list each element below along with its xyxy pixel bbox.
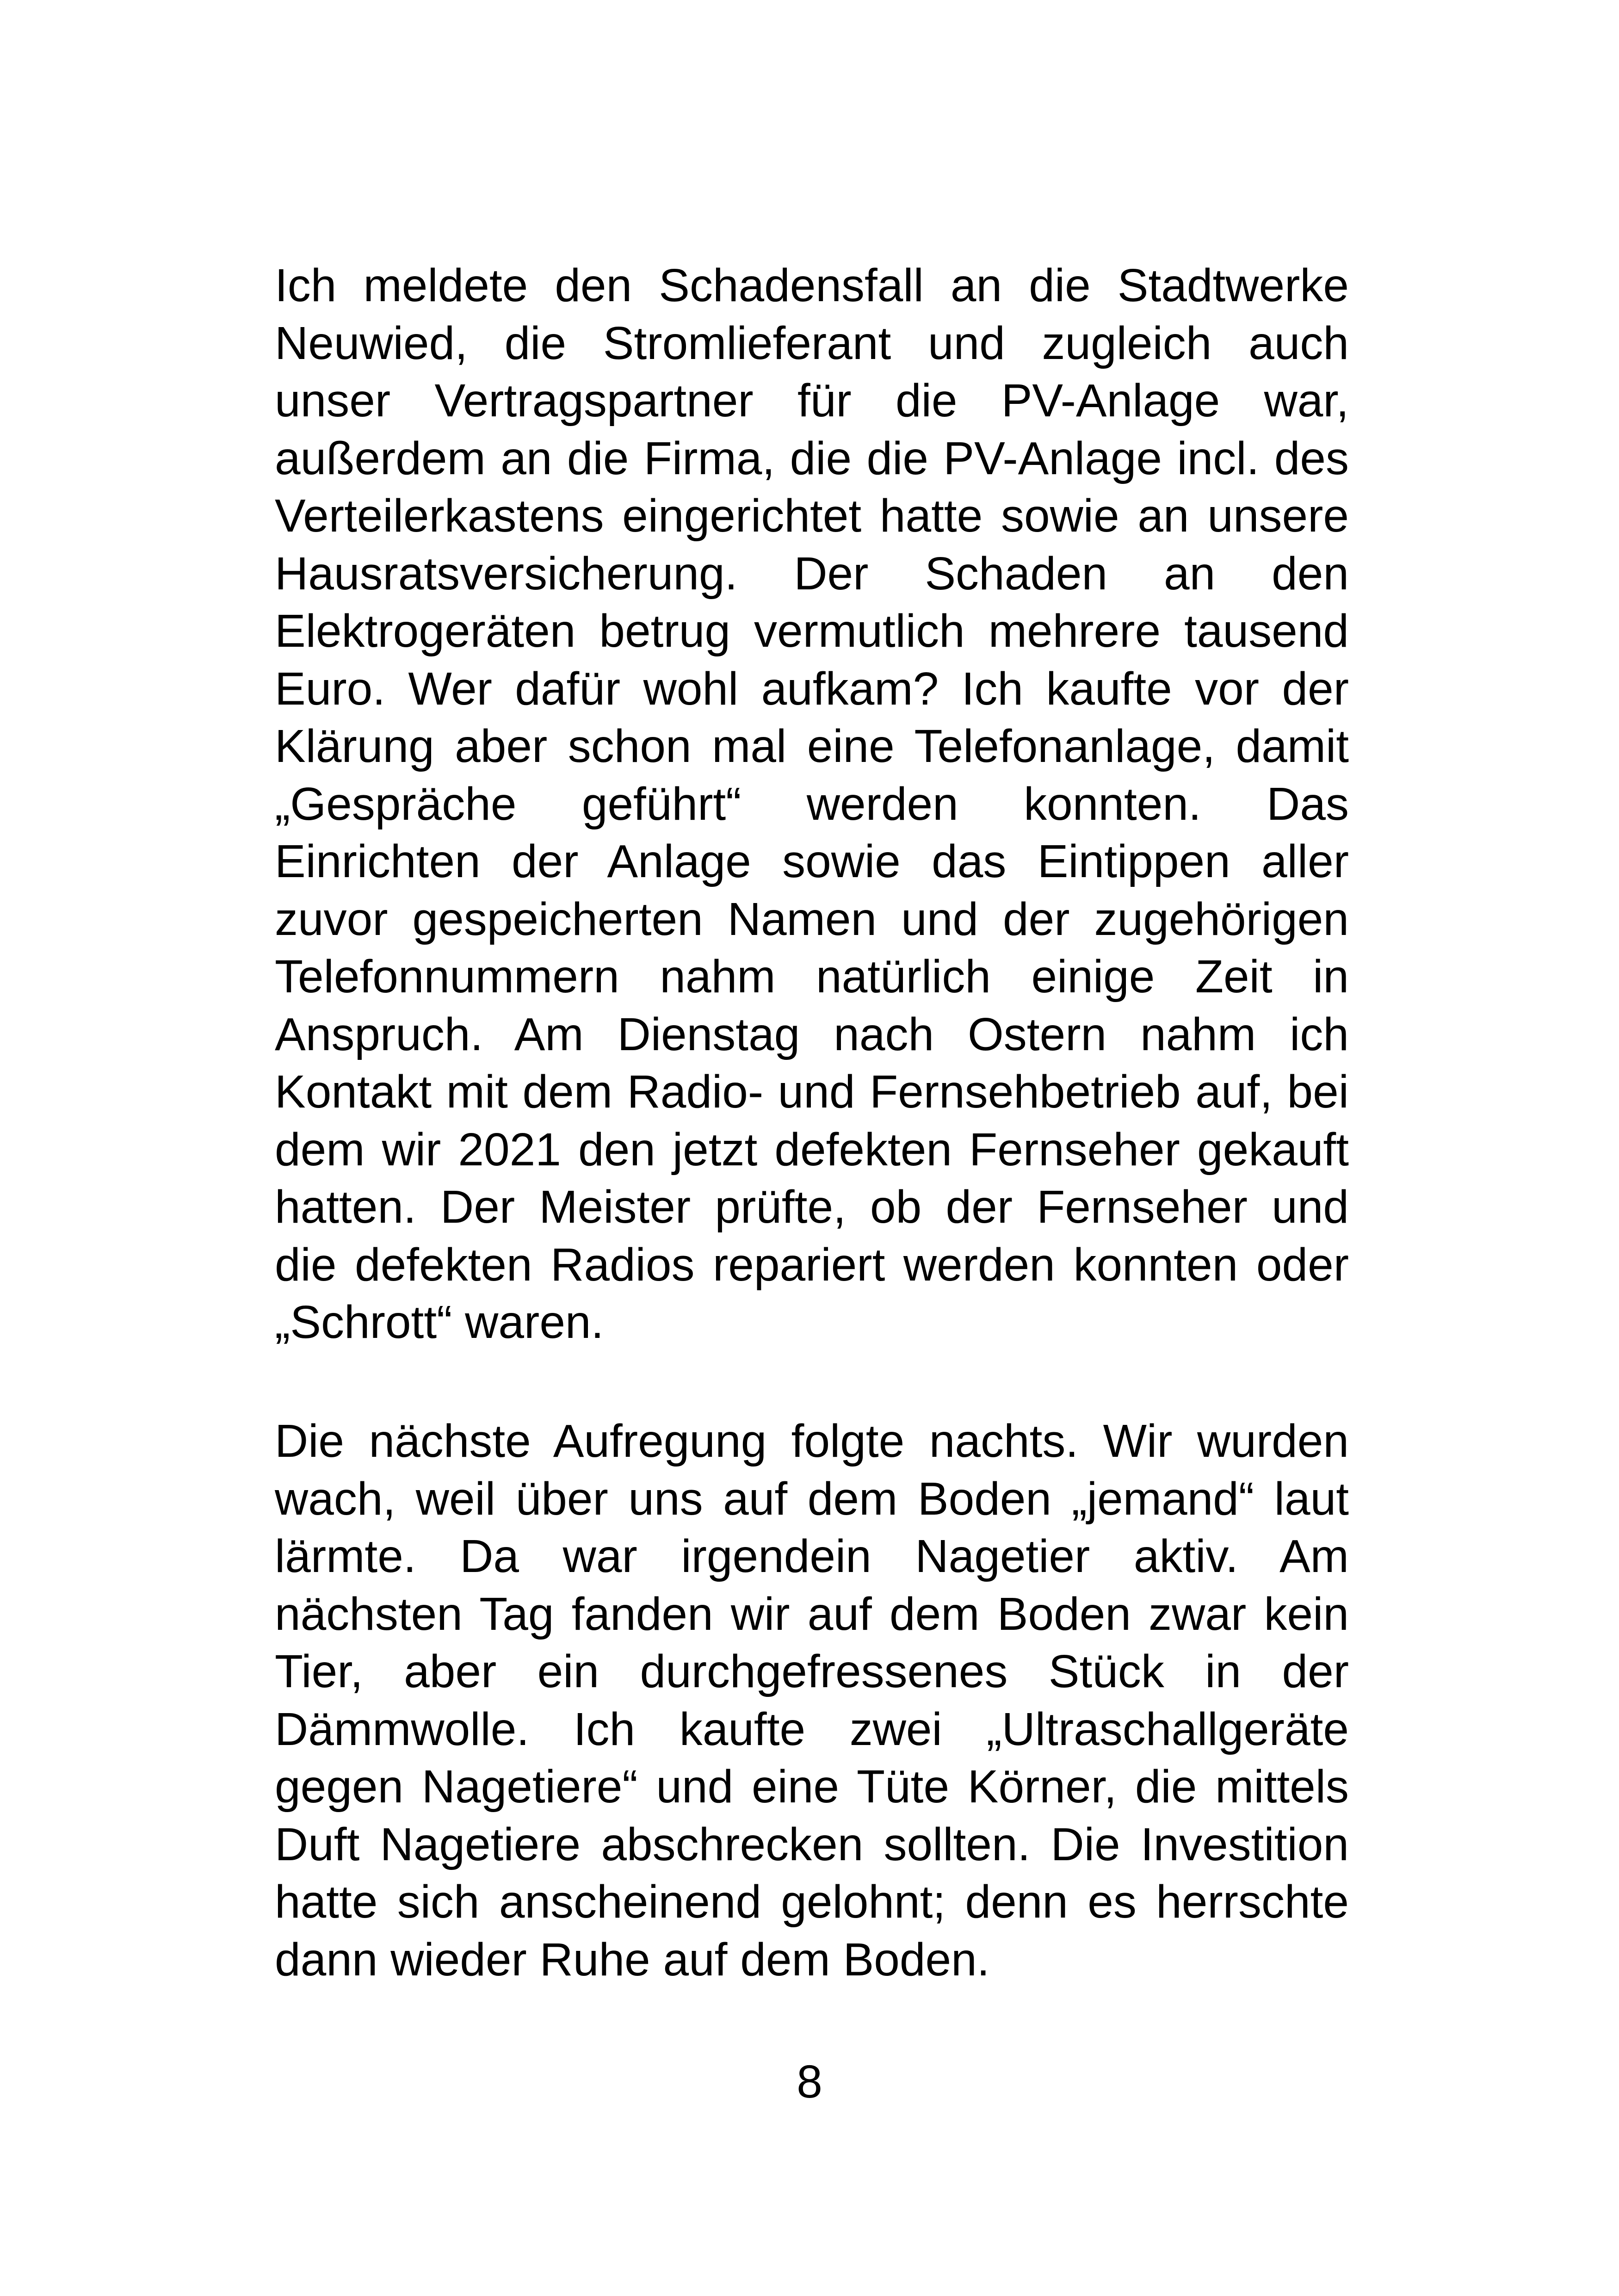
text-line: zuvor gespeicherten Namen und der zugehörigen bbox=[275, 893, 1349, 945]
text-line: gegen Nagetiere“ und eine Tüte Körner, die mittels bbox=[275, 1761, 1349, 1813]
text-line: „Gespräche geführt“ werden konnten. Das bbox=[275, 778, 1349, 830]
page-number: 8 bbox=[797, 2056, 822, 2108]
paragraph-1 bbox=[275, 257, 1349, 1351]
text-line: Klärung aber schon mal eine Telefonanlage, damit bbox=[275, 720, 1349, 772]
text-line: Telefonnummern nahm natürlich einige Zeit in bbox=[275, 951, 1349, 1003]
text-line: nächsten Tag fanden wir auf dem Boden zwar kein bbox=[275, 1588, 1349, 1640]
text-line: „Schrott“ waren. bbox=[275, 1296, 604, 1348]
text-line: Elektrogeräten betrug vermutlich mehrere tausend bbox=[275, 605, 1349, 657]
text-line: Kontakt mit dem Radio- und Fernsehbetrieb auf, bei bbox=[275, 1066, 1349, 1118]
text-line: dem wir 2021 den jetzt defekten Fernseher gekauft bbox=[275, 1123, 1349, 1176]
text-line: Euro. Wer dafür wohl aufkam? Ich kaufte vor der bbox=[275, 662, 1349, 715]
text-line: Verteilerkastens eingerichtet hatte sowie an unsere bbox=[275, 490, 1349, 542]
text-line: dann wieder Ruhe auf dem Boden. bbox=[275, 1933, 990, 1986]
text-line: Anspruch. Am Dienstag nach Ostern nahm ich bbox=[275, 1008, 1349, 1060]
text-line: Duft Nagetiere abschrecken sollten. Die Investition bbox=[275, 1818, 1349, 1870]
paragraph-2 bbox=[275, 1412, 1349, 1988]
text-line: wach, weil über uns auf dem Boden „jemand“ laut bbox=[275, 1473, 1349, 1525]
text-line: Tier, aber ein durchgefressenes Stück in der bbox=[275, 1646, 1349, 1697]
text-line: Hausratsversicherung. Der Schaden an den bbox=[275, 547, 1349, 600]
text-line: unser Vertragspartner für die PV-Anlage war, bbox=[275, 375, 1349, 427]
text-line: lärmte. Da war irgendein Nagetier aktiv. Am bbox=[275, 1530, 1349, 1582]
text-line: Die nächste Aufregung folgte nachts. Wir wurden bbox=[275, 1415, 1349, 1467]
text-line: außerdem an die Firma, die die PV-Anlage incl. des bbox=[275, 432, 1349, 484]
text-line: Dämmwolle. Ich kaufte zwei „Ultraschallgeräte bbox=[275, 1703, 1349, 1755]
text-line: hatte sich anscheinend gelohnt; denn es herrschte bbox=[275, 1876, 1349, 1928]
text-line: hatten. Der Meister prüfte, ob der Fernseher und bbox=[275, 1181, 1349, 1233]
text-line: Einrichten der Anlage sowie das Eintippen aller bbox=[275, 835, 1349, 887]
text-line: die defekten Radios repariert werden konnten oder bbox=[275, 1238, 1349, 1291]
text-line: Neuwied, die Stromlieferant und zugleich auch bbox=[275, 317, 1349, 369]
text-line: Ich meldete den Schadensfall an die Stadtwerke bbox=[275, 260, 1349, 311]
